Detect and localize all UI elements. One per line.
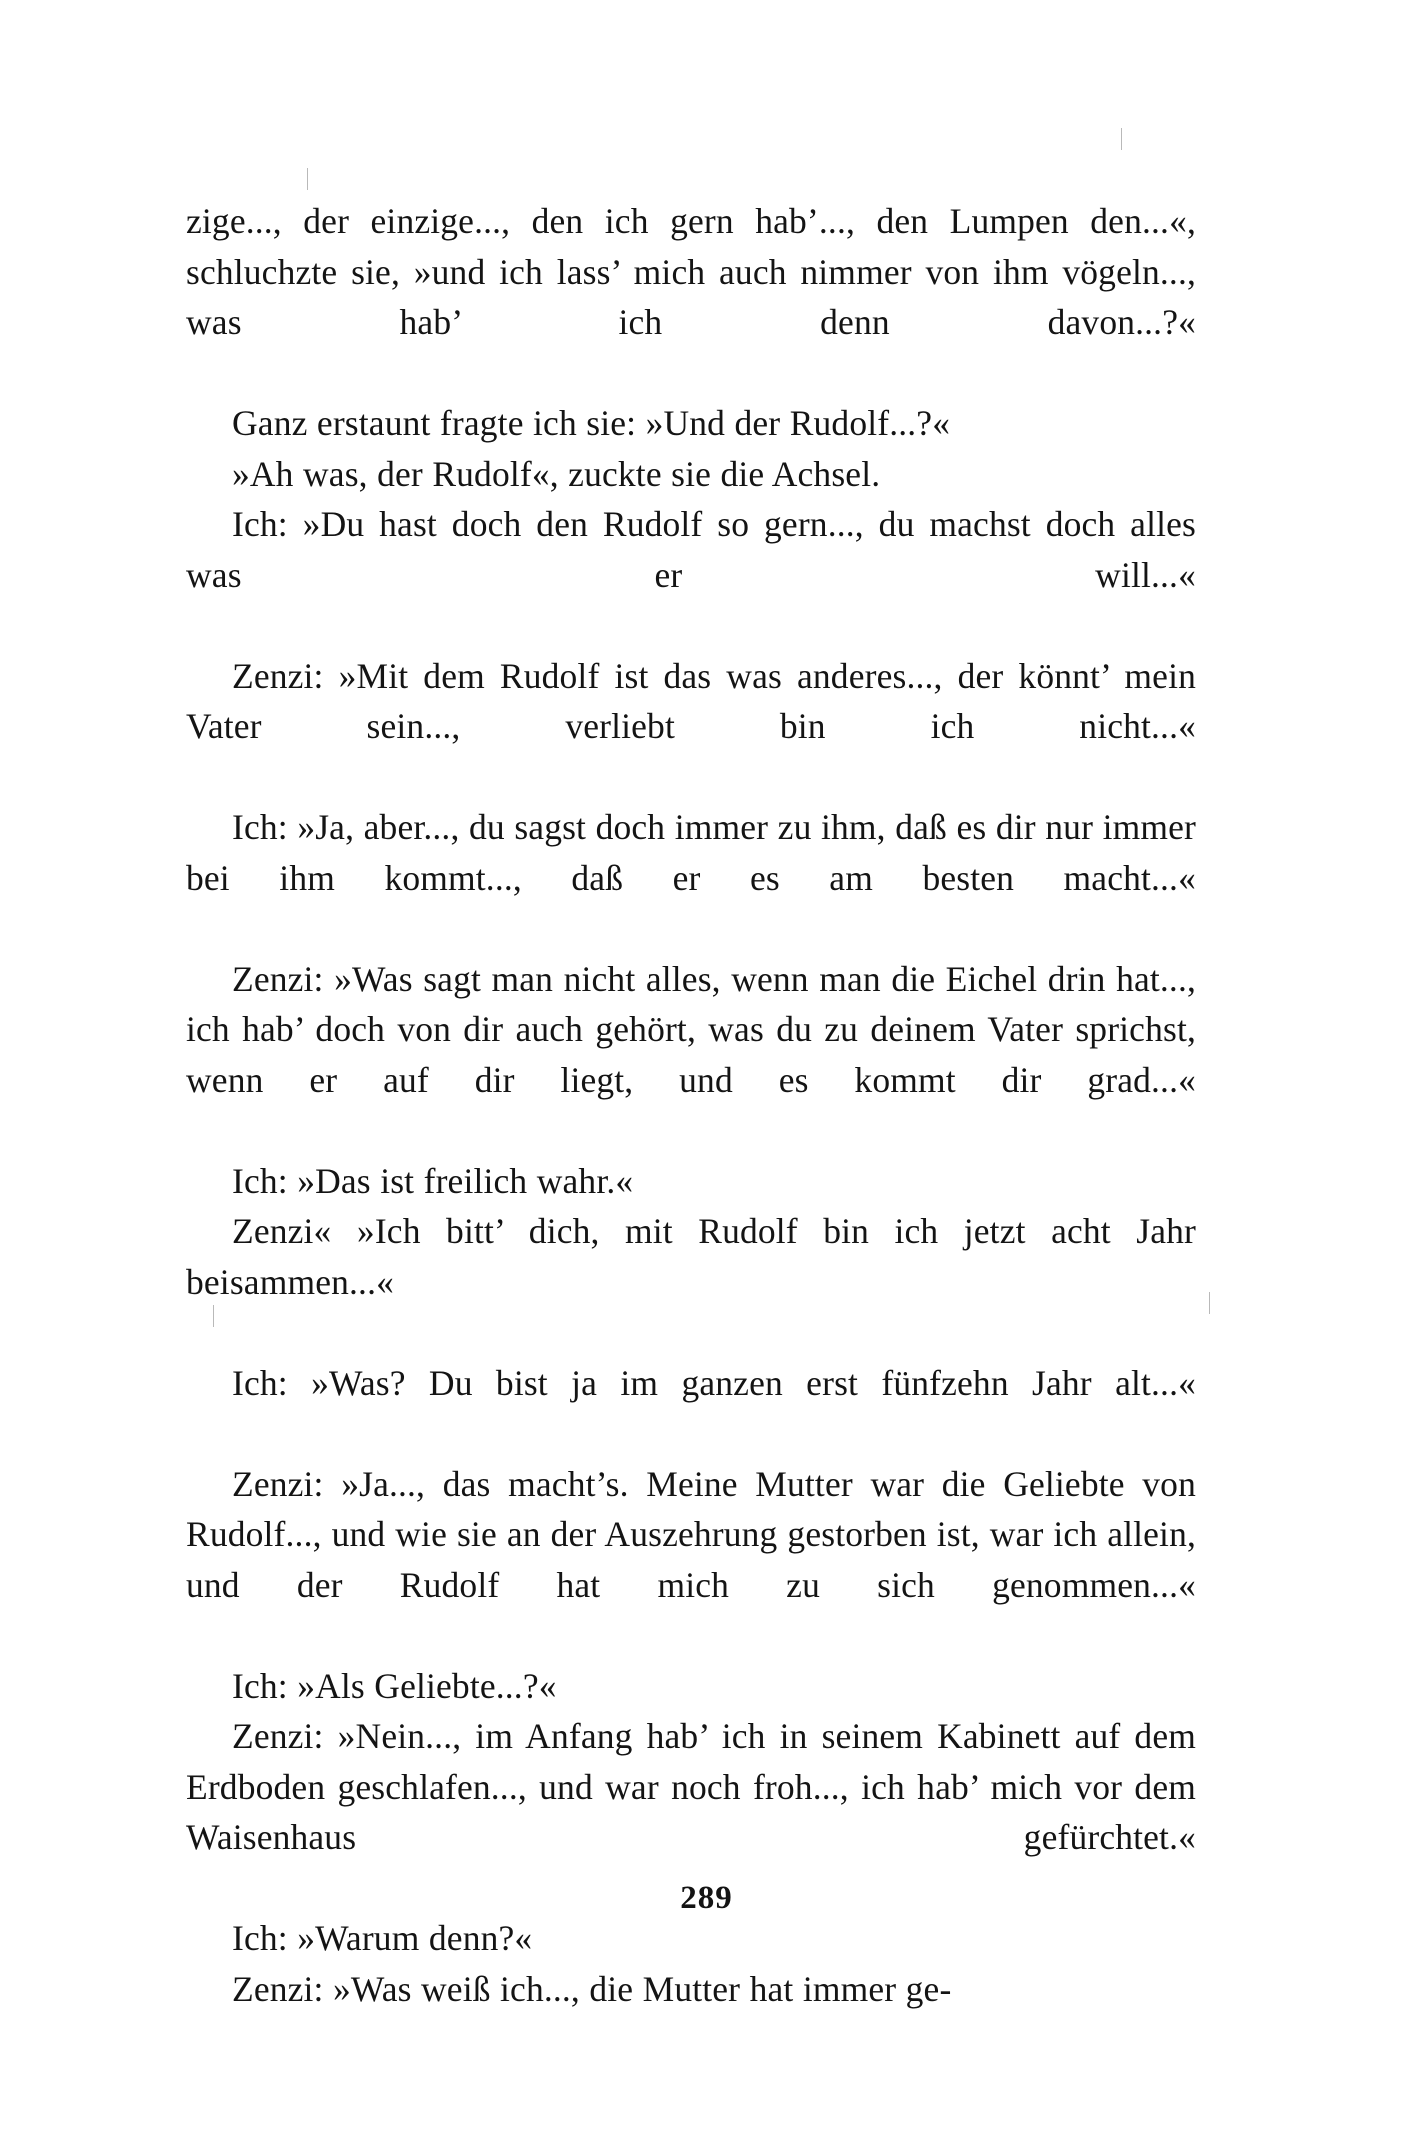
paragraph: Zenzi: »Ja..., das macht’s. Meine Mutter war die Geliebte von Rudolf..., und wie sie an der Auszehrung gestorben ist, war ich allein, und der Rudolf hat mich zu sich genommen...« [186,1463,1196,1605]
paragraph: Ich: »Du hast doch den Rudolf so gern..., du machst doch alles was er will...« [186,504,1196,595]
scan-mark [1121,128,1122,150]
paragraph: Zenzi: »Was weiß ich..., die Mutter hat immer ge- [232,1968,952,2009]
paragraph: Zenzi« »Ich bitt’ dich, mit Rudolf bin ich jetzt acht Jahr beisammen...« [186,1211,1196,1302]
paragraph: Ich: »Als Geliebte...?« [232,1665,557,1706]
paragraph: Zenzi: »Nein..., im Anfang hab’ ich in seinem Kabinett auf dem Erdboden geschlafen..., und war noch froh..., ich hab’ mich vor dem Waisenhaus gefürchtet.« [186,1716,1196,1857]
page-number: 289 [680,1880,733,1916]
paragraph: »Ah was, der Rudolf«, zuckte sie die Achsel. [232,453,881,494]
paragraph: Ich: »Warum denn?« [232,1918,533,1958]
paragraph: zige..., der einzige..., den ich gern hab’..., den Lumpen den...«, schluchzte sie, »und ich lass’ mich auch nimmer von ihm vögeln..., was hab’ ich denn davon...?« [186,201,1196,342]
paragraph: Ich: »Was? Du bist ja im ganzen erst fünfzehn Jahr alt...« [232,1362,1196,1403]
paragraph: Ganz erstaunt fragte ich sie: »Und der Rudolf...?« [232,403,951,443]
paragraph: Zenzi: »Was sagt man nicht alles, wenn man die Eichel drin hat..., ich hab’ doch von dir auch gehört, was du zu deinem Vater sprichst, wenn er auf dir liegt, und es kommt dir grad...« [186,958,1196,1100]
scan-mark [307,168,308,190]
scan-mark [1209,1292,1210,1314]
paragraph: Zenzi: »Mit dem Rudolf ist das was anderes..., der könnt’ mein Vater sein..., verliebt bin ich nicht...« [186,655,1196,746]
body-text [186,196,1196,2014]
paragraph: Ich: »Das ist freilich wahr.« [232,1160,634,1201]
paragraph: Ich: »Ja, aber..., du sagst doch immer zu ihm, daß es dir nur immer bei ihm kommt..., daß er es am besten macht...« [186,807,1196,898]
